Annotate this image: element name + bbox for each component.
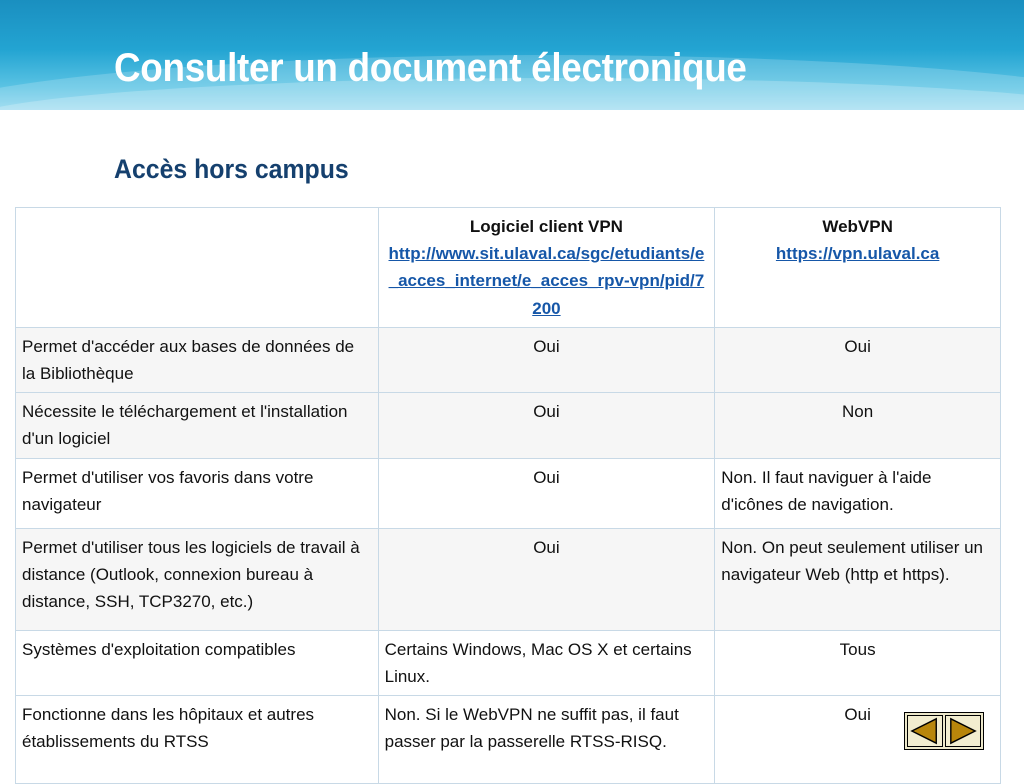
slide-title: Consulter un document électronique	[114, 46, 747, 90]
row-vpn-value: Oui	[378, 458, 715, 528]
header-vpn-client	[378, 208, 715, 328]
triangle-left-icon	[908, 716, 942, 746]
slide-navigation	[904, 712, 984, 750]
header-empty-cell	[16, 208, 379, 328]
next-slide-button[interactable]	[945, 715, 981, 747]
row-vpn-value: Certains Windows, Mac OS X et certains Linux.	[378, 630, 715, 695]
previous-slide-button[interactable]	[907, 715, 943, 747]
table-row	[16, 327, 1001, 392]
webvpn-link[interactable]: https://vpn.ulaval.ca	[775, 244, 940, 264]
row-webvpn-value: Oui	[715, 695, 1001, 783]
table-row	[16, 695, 1001, 783]
vpn-comparison-table	[15, 207, 1001, 784]
row-webvpn-value: Non. On peut seulement utiliser un navigateur Web (http et https).	[715, 528, 1001, 630]
vpn-client-link[interactable]: http://www.sit.ulaval.ca/sgc/etudiants/e_acces_internet/e_acces_rpv-vpn/pid/7200	[388, 244, 705, 318]
slide-subtitle: Accès hors campus	[114, 154, 349, 184]
table-row	[16, 630, 1001, 695]
row-webvpn-value: Non. Il faut naviguer à l'aide d'icônes de navigation.	[715, 458, 1001, 528]
row-feature: Fonctionne dans les hôpitaux et autres établissements du RTSS	[16, 695, 379, 783]
row-feature: Permet d'accéder aux bases de données de la Bibliothèque	[16, 327, 379, 392]
triangle-right-icon	[946, 716, 980, 746]
row-feature: Permet d'utiliser tous les logiciels de travail à distance (Outlook, connexion bureau à distance, SSH, TCP3270, etc.)	[16, 528, 379, 630]
table-row	[16, 528, 1001, 630]
header-webvpn-title: WebVPN	[822, 217, 893, 236]
row-feature: Systèmes d'exploitation compatibles	[16, 630, 379, 695]
header-vpn-client-title: Logiciel client VPN	[469, 217, 623, 236]
row-feature: Permet d'utiliser vos favoris dans votre navigateur	[16, 458, 379, 528]
row-feature: Nécessite le téléchargement et l'installation d'un logiciel	[16, 393, 379, 458]
row-vpn-value: Oui	[378, 393, 715, 458]
row-webvpn-value: Non	[715, 393, 1001, 458]
row-vpn-value: Oui	[378, 327, 715, 392]
row-webvpn-value: Oui	[715, 327, 1001, 392]
row-webvpn-value: Tous	[715, 630, 1001, 695]
table-row	[16, 458, 1001, 528]
row-vpn-value: Oui	[378, 528, 715, 630]
header-webvpn	[715, 208, 1001, 328]
row-vpn-value: Non. Si le WebVPN ne suffit pas, il faut passer par la passerelle RTSS-RISQ.	[378, 695, 715, 783]
table-header-row	[16, 208, 1001, 328]
table-row	[16, 393, 1001, 458]
